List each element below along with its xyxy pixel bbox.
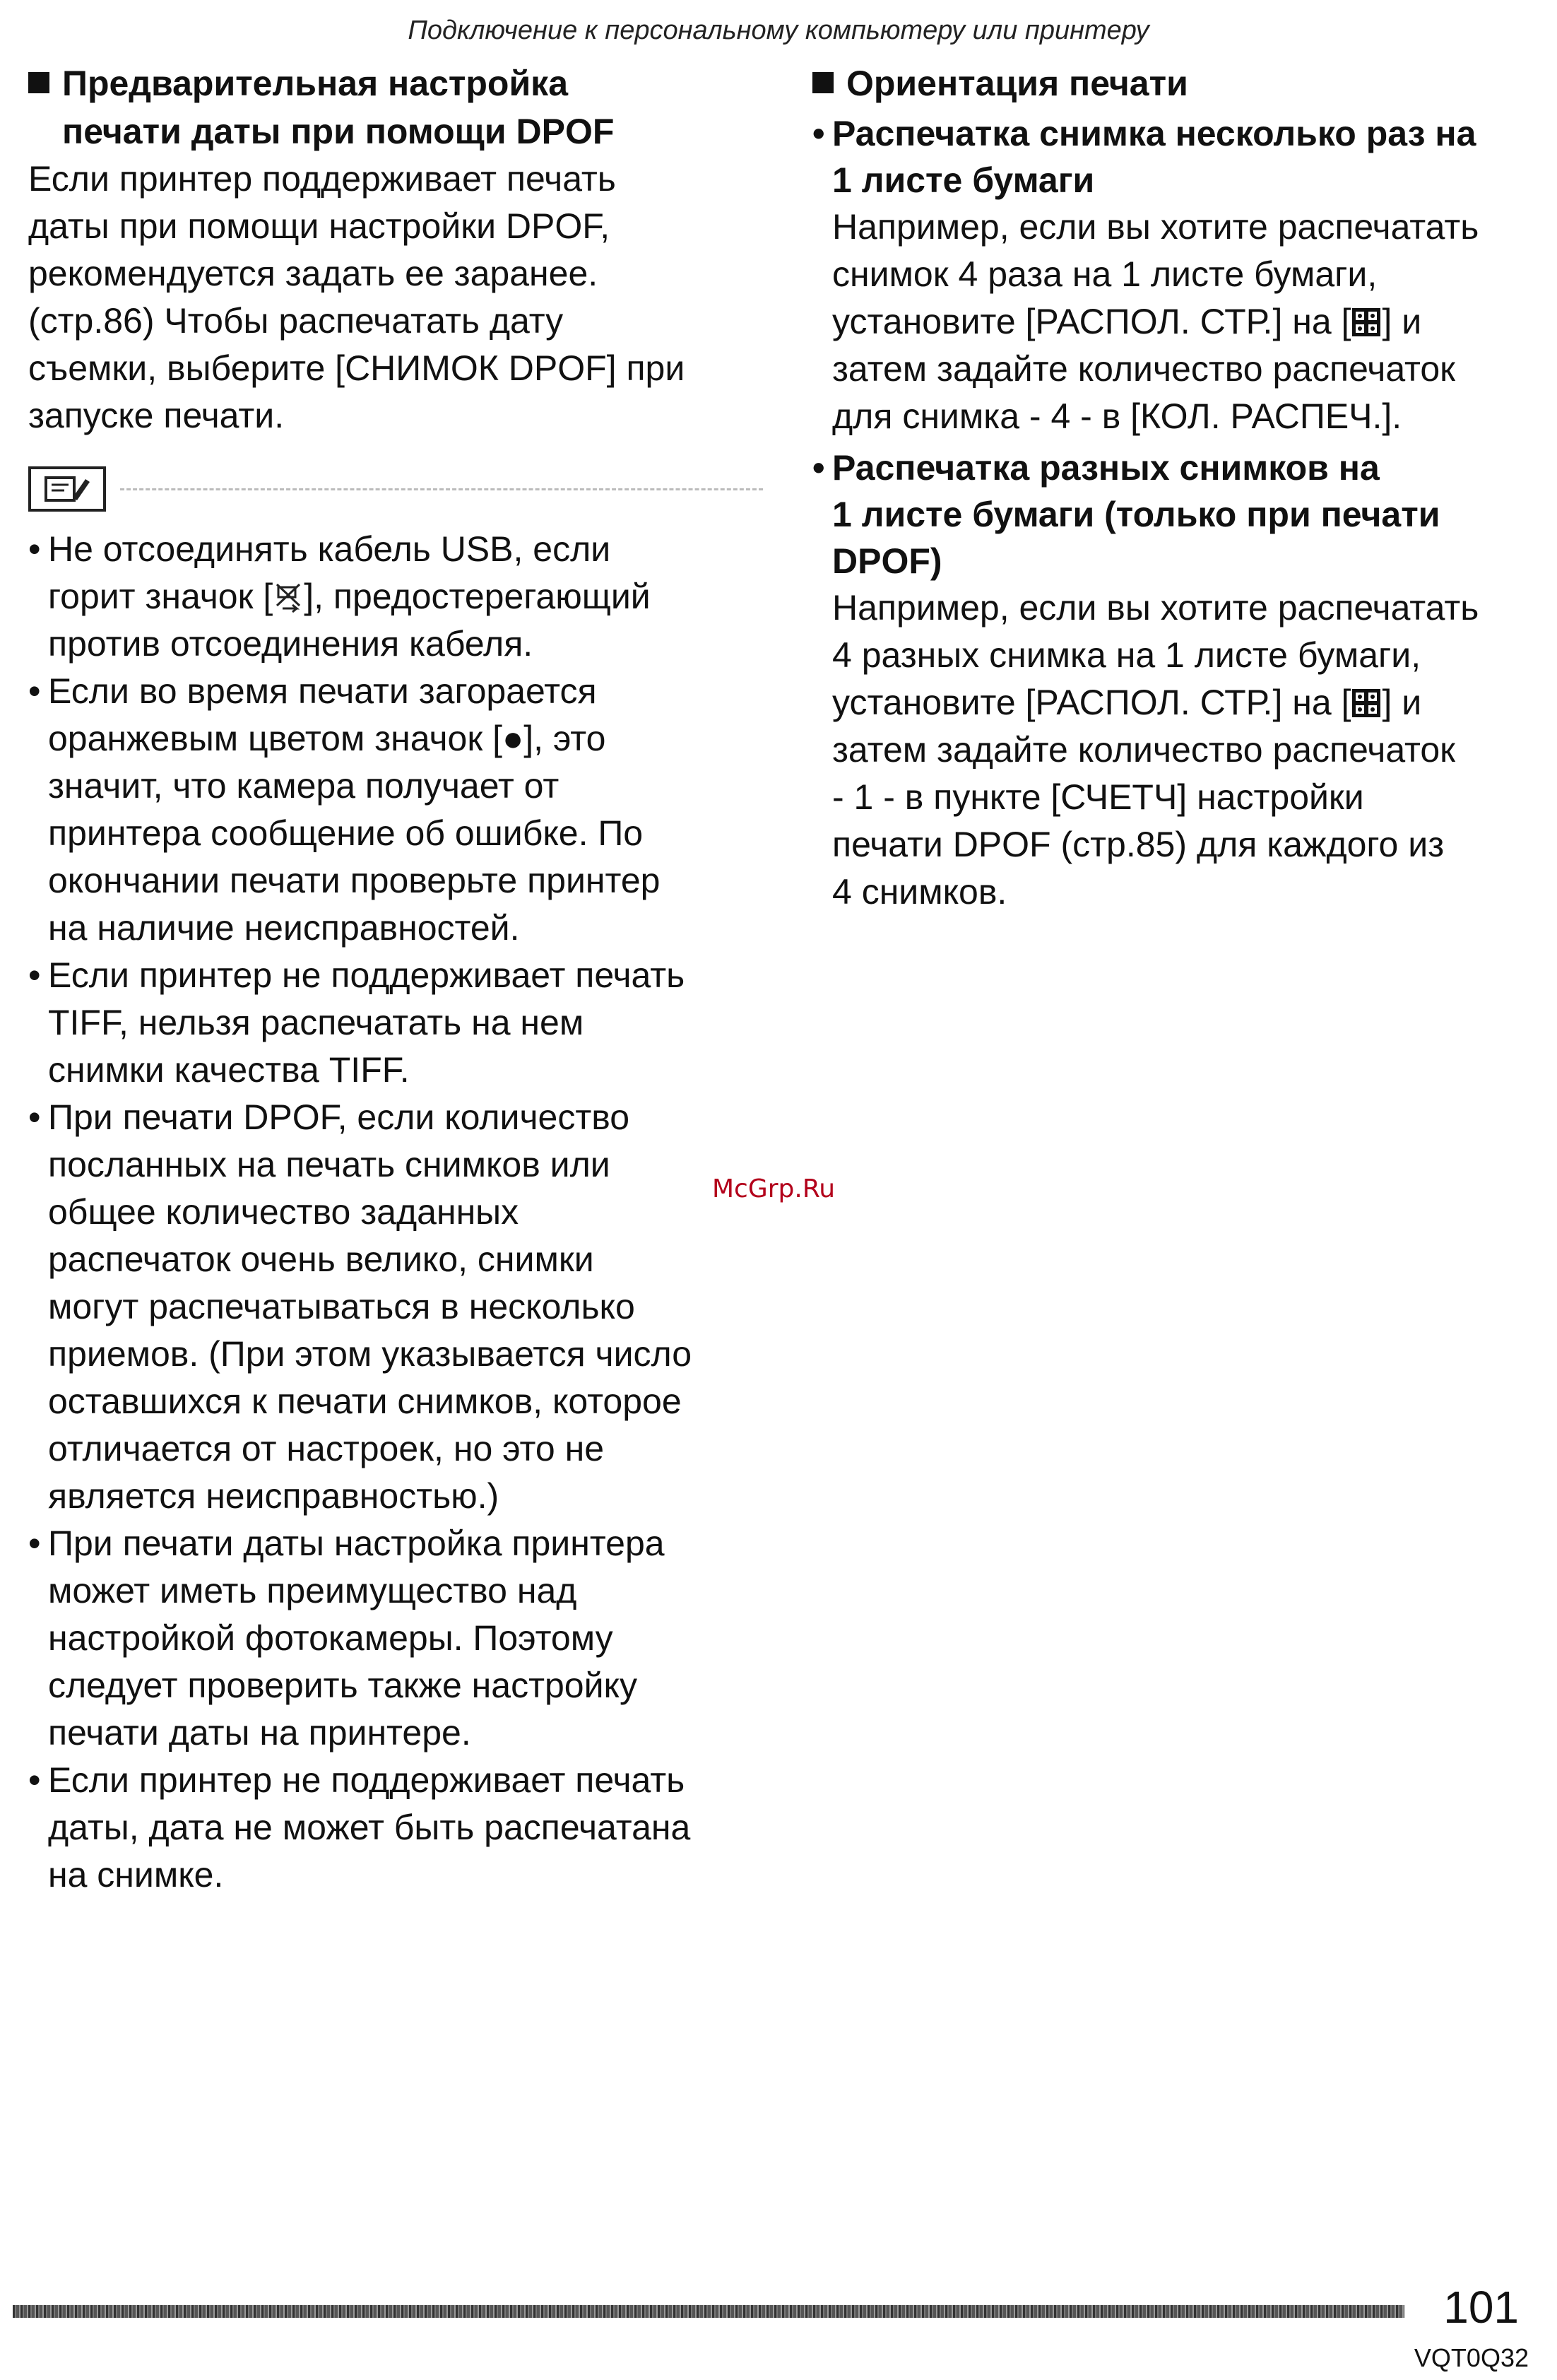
document-code: VQT0Q32 [1414,2343,1529,2372]
item1-text [812,204,1547,440]
note-text: может иметь преимущество над [48,1571,577,1610]
note-text: снимки качества TIFF. [48,1050,410,1090]
note-text: на снимке. [48,1855,224,1895]
do-not-disconnect-icon [273,582,304,613]
note-text: значит, что камера получает от [48,766,560,806]
print-layout-heading [812,59,1547,107]
note-text: отличается от настроек, но это не [48,1429,605,1468]
item1-title: • Распечатка снимка несколько раз на 1 листе бумаги [812,114,1476,200]
item-title-line: 1 листе бумаги (только при печати [832,495,1440,534]
note-text: против отсоединения кабеля. [48,624,533,664]
four-up-layout-icon [1351,688,1382,719]
item2-title: • Распечатка разных снимков на 1 листе бумаги (только при печати DPOF) [812,448,1440,581]
note-text: Если во время печати загорается [48,671,597,711]
four-up-layout-icon [1351,307,1382,338]
note-text: TIFF, нельзя распечатать на нем [48,1003,584,1042]
list-item: • При печати DPOF, если количество посланных на печать снимков или общее количество заданных распечаток очень велико, снимки могут распечатываться в несколько приемов. (При этом указывается число оставшихся к печати снимков, которое отличается от настроек, но это не является неисправностью.) [28,1097,692,1516]
dpof-date-heading [28,59,763,155]
note-text: посланных на печать снимков или [48,1145,610,1184]
note-text: горит значок [ [48,577,273,616]
note-text: ], предостерегающий [304,577,651,616]
intro-line: запуске печати. [28,396,285,435]
item-line: затем задайте количество распечаток [832,349,1456,389]
intro-line: (стр.86) Чтобы распечатать дату [28,301,564,341]
page-number: 101 [1443,2282,1519,2333]
list-item: • Если принтер не поддерживает печать даты, дата не может быть распечатана на снимке. [28,1760,691,1895]
note-text: распечаток очень велико, снимки [48,1239,594,1279]
note-text: на наличие неисправностей. [48,908,520,948]
note-text: окончании печати проверьте принтер [48,861,661,900]
note-text: приемов. (При этом указывается число [48,1334,692,1374]
item-title-line: 1 листе бумаги [832,160,1095,200]
heading-text: Ориентация печати [846,64,1188,103]
left-column [28,59,763,1899]
list-item: • При печати даты настройка принтера может иметь преимущество над настройкой фотокамеры. Поэтому следует проверить также настройку печати даты на принтере. [28,1524,665,1752]
note-text: При печати DPOF, если количество [48,1097,630,1137]
list-item: • Если принтер не поддерживает печать TIFF, нельзя распечатать на нем снимки качества TIFF. [28,955,685,1090]
note-text: оставшихся к печати снимков, которое [48,1382,682,1421]
item-line: ] и [1382,302,1422,341]
item-line: для снимка - 4 - в [КОЛ. РАСПЕЧ.]. [832,396,1402,436]
note-text: могут распечатываться в несколько [48,1287,635,1326]
note-text: даты, дата не может быть распечатана [48,1808,691,1847]
heading-line-1: Предварительная настройка [62,64,569,103]
note-marker [28,461,763,517]
note-text: оранжевым цветом значок [●], это [48,719,606,758]
item-line: 4 снимков. [832,872,1007,912]
item-line: затем задайте количество распечаток [832,730,1456,770]
note-text: печати даты на принтере. [48,1713,471,1752]
note-text: Если принтер не поддерживает печать [48,955,685,995]
intro-line: съемки, выберите [СНИМОК DPOF] при [28,348,685,388]
item-title-line: Распечатка разных снимков на [832,448,1380,488]
item-line: Например, если вы хотите распечатать [832,588,1479,628]
note-text: общее количество заданных [48,1192,519,1232]
item-line: печати DPOF (стр.85) для каждого из [832,825,1445,864]
item-title-line: Распечатка снимка несколько раз на [832,114,1476,153]
dpof-intro [28,155,763,440]
memo-icon [28,466,106,512]
note-divider [120,488,763,490]
note-text: Если принтер не поддерживает печать [48,1760,685,1800]
item-line: установите [РАСПОЛ. СТР.] на [ [832,302,1351,341]
running-header: Подключение к персональному компьютеру или принтеру [408,16,1149,45]
list-item: • Если во время печати загорается оранжевым цветом значок [●], это значит, что камера получает от принтера сообщение об ошибке. По окончании печати проверьте принтер на наличие неисправностей. [28,671,661,948]
intro-line: даты при помощи настройки DPOF, [28,206,610,246]
notes-list [28,526,763,1899]
note-text: Не отсоединять кабель USB, если [48,529,611,569]
list-item: • Не отсоединять кабель USB, если горит значок [ ], предостерегающий против отсоединения кабеля. [28,529,651,664]
right-column [812,59,1547,920]
square-bullet-icon [28,72,49,93]
note-text: принтера сообщение об ошибке. По [48,813,644,853]
item-line: - 1 - в пункте [СЧЕТЧ] настройки [832,777,1364,817]
item-line: 4 разных снимка на 1 листе бумаги, [832,635,1421,675]
intro-line: рекомендуется задать ее заранее. [28,254,598,293]
note-text: При печати даты настройка принтера [48,1524,665,1563]
item-title-line: DPOF) [832,541,942,581]
note-text: является неисправностью.) [48,1476,499,1516]
square-bullet-icon [812,72,834,93]
watermark: McGrp.Ru [712,1174,836,1203]
item2-text [812,584,1547,916]
footer-bar [13,2305,1404,2318]
intro-line: Если принтер поддерживает печать [28,159,616,199]
item-line: ] и [1382,683,1422,722]
note-text: следует проверить также настройку [48,1666,637,1705]
note-text: настройкой фотокамеры. Поэтому [48,1618,613,1658]
heading-line-2: печати даты при помощи DPOF [62,112,615,151]
item-line: установите [РАСПОЛ. СТР.] на [ [832,683,1351,722]
item-line: снимок 4 раза на 1 листе бумаги, [832,254,1378,294]
item-line: Например, если вы хотите распечатать [832,207,1479,247]
